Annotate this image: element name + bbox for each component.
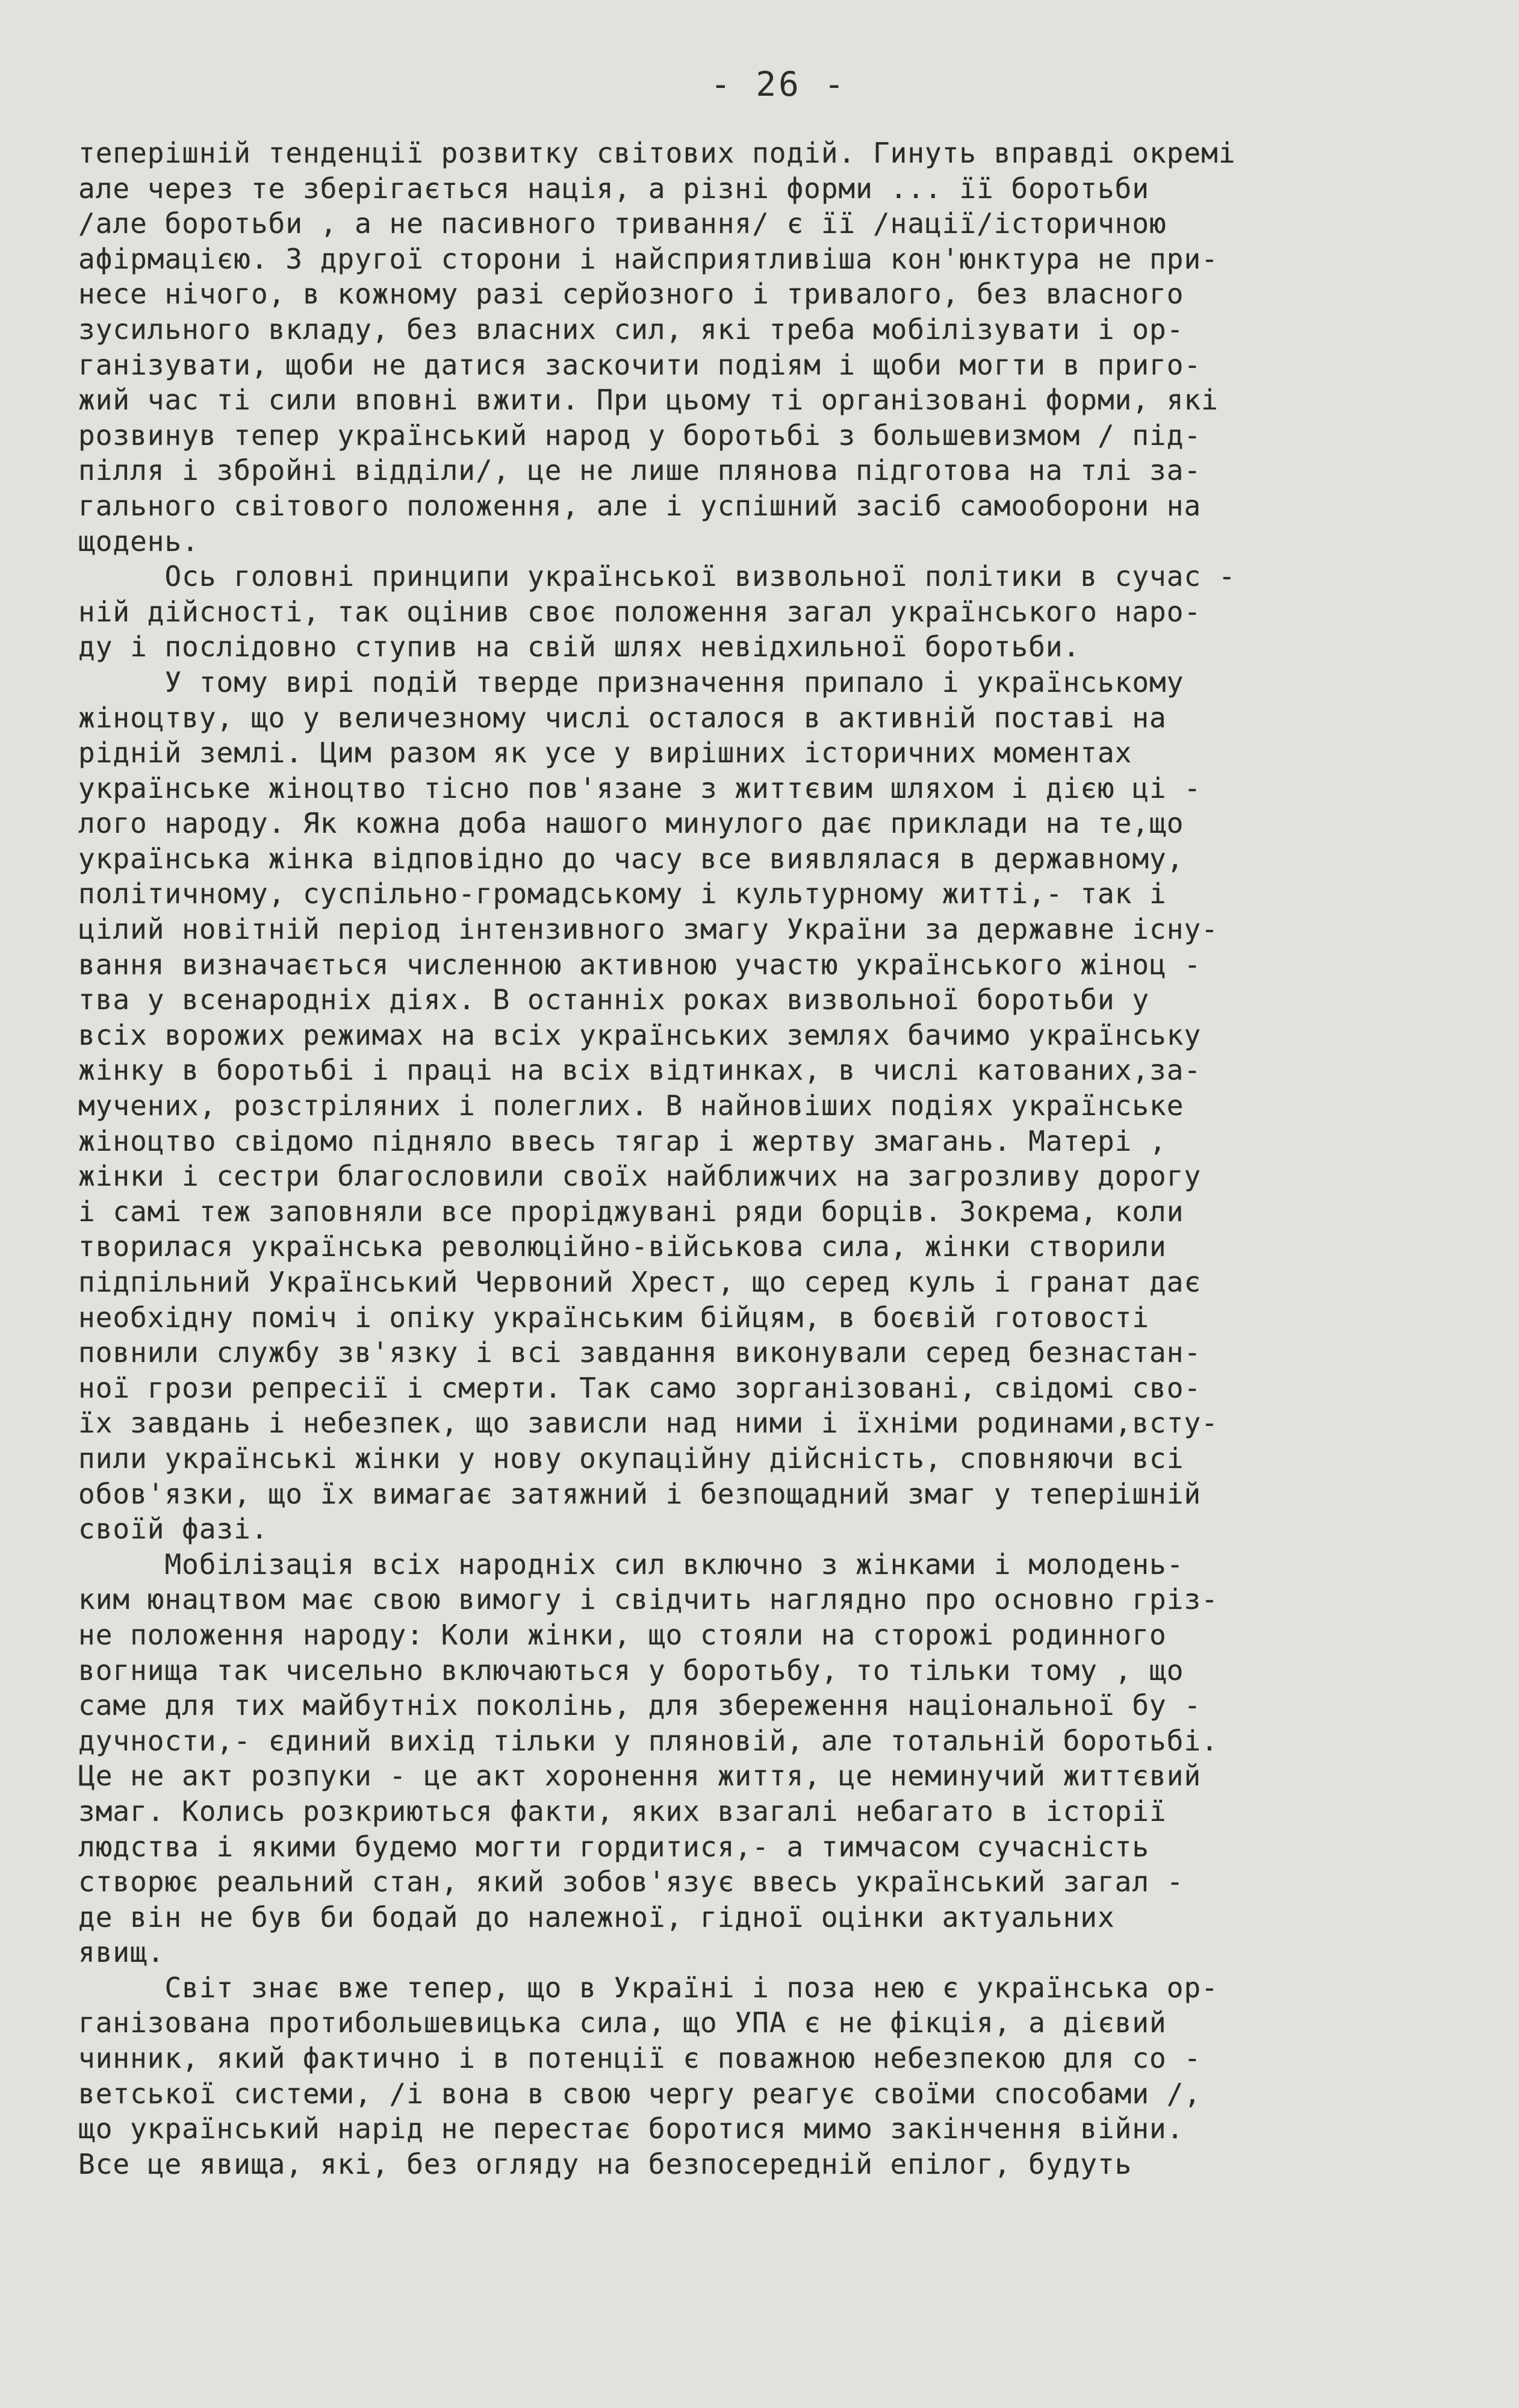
text-line: дучности,- єдиний вихід тільки у пляновій, але тотальній боротьбі. [78,1724,1219,1757]
text-line: підпільний Український Червоний Хрест, що серед куль і гранат дає [78,1266,1202,1298]
text-line: ної грози репресії і смерти. Так само зорганізовані, свідомі сво- [78,1371,1202,1404]
text-line: всіх ворожих режимах на всіх українських землях бачимо українську [78,1018,1202,1051]
text-line: Світ знає вже тепер, що в Україні і поза нею є українська ор- [78,1971,1219,2004]
text-line: пили українські жінки у нову окупаційну дійсність, сповняючи всі [78,1442,1184,1475]
text-line: людства і якими будемо могти гордитися,- а тимчасом сучасність [78,1830,1150,1863]
text-line: творилася українська революційно-військова сила, жінки створили [78,1230,1167,1263]
text-line: жінку в боротьбі і праці на всіх відтинках, в числі катованих,за- [78,1054,1202,1087]
text-line: жінки і сестри благословили своїх найближчих на загрозливу дорогу [78,1160,1202,1193]
text-line: Це не акт розпуки - це акт хоронення життя, це неминучий життєвий [78,1759,1202,1793]
text-line: зусильного вкладу, без власних сил, які треба мобілізувати і ор- [78,313,1184,346]
text-line: але через те зберігається нація, а різні форми ... її боротьби [78,172,1150,205]
text-line: явищ. [78,1936,165,1969]
text-line: лого народу. Як кожна доба нашого минулого дає приклади на те,що [78,807,1184,840]
text-line: саме для тих майбутніх поколінь, для збереження національної бу - [78,1689,1202,1722]
page-number: - 26 - [710,65,847,104]
text-line: Ось головні принципи української визвольної політики в сучас - [78,560,1236,593]
text-line: щодень. [78,524,199,558]
text-line: і самі теж заповняли все проріджувані ряди борців. Зокрема, коли [78,1195,1184,1228]
text-line: ду і послідовно ступив на свій шлях невідхильної боротьби. [78,630,1081,664]
text-line: своїй фазі. [78,1513,269,1546]
text-line: пілля і збройні відділи/, це не лише плянова підготова на тлі за- [78,454,1202,487]
text-line: У тому вирі подій тверде призначення припало і українському [78,665,1184,698]
text-line: жіноцтво свідомо підняло ввесь тягар і жертву змагань. Матері , [78,1124,1167,1157]
text-line: повнили службу зв'язку і всі завдання виконували серед безнастан- [78,1336,1202,1369]
text-line: де він не був би бодай до належної, гідної оцінки актуальних [78,1900,1115,1934]
text-line: ній дійсності, так оцінив своє положення загал українського наро- [78,595,1202,628]
text-line: жий час ті сили вповні вжити. При цьому ті організовані форми, які [78,384,1219,417]
text-line: ким юнацтвом має свою вимогу і свідчить наглядно про основно гріз- [78,1583,1219,1616]
text-line: чинник, який фактично і в потенції є поважною небезпекою для со - [78,2042,1202,2075]
text-line: цілий новітній період інтензивного змагу України за державне існу- [78,913,1219,946]
text-line: ганізована протибольшевицька сила, що УПА є не фікція, а дієвий [78,2006,1167,2039]
text-line: гального світового положення, але і успішний засіб самооборони на [78,489,1202,522]
text-line: розвинув тепер український народ у боротьбі з большевизмом / під- [78,418,1202,452]
text-line: політичному, суспільно-громадському і культурному житті,- так і [78,877,1167,910]
text-line: змаг. Колись розкриються факти, яких взагалі небагато в історії [78,1794,1167,1828]
text-line: теперішній тенденції розвитку світових подій. Гинуть вправді окремі [78,137,1236,169]
text-line: Все це явища, які, без огляду на безпосередній епілог, будуть [78,2147,1132,2180]
text-line: мучених, розстріляних і полеглих. В найновіших подіях українське [78,1089,1184,1122]
text-line: що український нарід не перестає боротися мимо закінчення війни. [78,2112,1184,2145]
text-line: обов'язки, що їх вимагає затяжний і безпощадний змаг у теперішній [78,1477,1202,1510]
text-line: необхідну поміч і опіку українським бійцям, в боєвій готовості [78,1301,1150,1334]
text-line: створює реальний стан, який зобов'язує ввесь український загал - [78,1865,1184,1899]
text-line: жіноцтву, що у величезному числі осталося в активній поставі на [78,701,1167,734]
text-line: ветської системи, /і вона в свою чергу реагує своїми способами /, [78,2077,1202,2110]
text-line: не положення народу: Коли жінки, що стояли на сторожі родинного [78,1618,1167,1651]
text-line: /але боротьби , а не пасивного тривання/ є її /нації/історичною [78,207,1167,240]
text-line: афірмацією. З другої сторони і найсприятливіша кон'юнктура не при- [78,242,1219,275]
typewritten-text [78,135,1481,2182]
text-line: несе нічого, в кожному разі серйозного і тривалого, без власного [78,278,1184,311]
text-line: Мобілізація всіх народніх сил включно з жінками і молодень- [78,1548,1184,1581]
text-line: українська жінка відповідно до часу все виявлялася в державному, [78,842,1184,875]
text-line: вогнища так чисельно включаються у боротьбу, то тільки тому , що [78,1654,1184,1687]
text-line: тва у всенародніх діях. В останніх роках визвольної боротьби у [78,983,1150,1016]
text-line: рідній землі. Цим разом як усе у вирішних історичних моментах [78,736,1132,770]
text-line: ганізувати, щоби не датися заскочити подіям і щоби могти в приго- [78,348,1202,381]
text-line: їх завдань і небезпек, що зависли над ними і їхніми родинами,всту- [78,1407,1219,1440]
text-line: вання визначається численною активною участю українського жіноц - [78,948,1202,981]
text-line: українське жіноцтво тісно пов'язане з життєвим шляхом і дією ці - [78,771,1202,804]
